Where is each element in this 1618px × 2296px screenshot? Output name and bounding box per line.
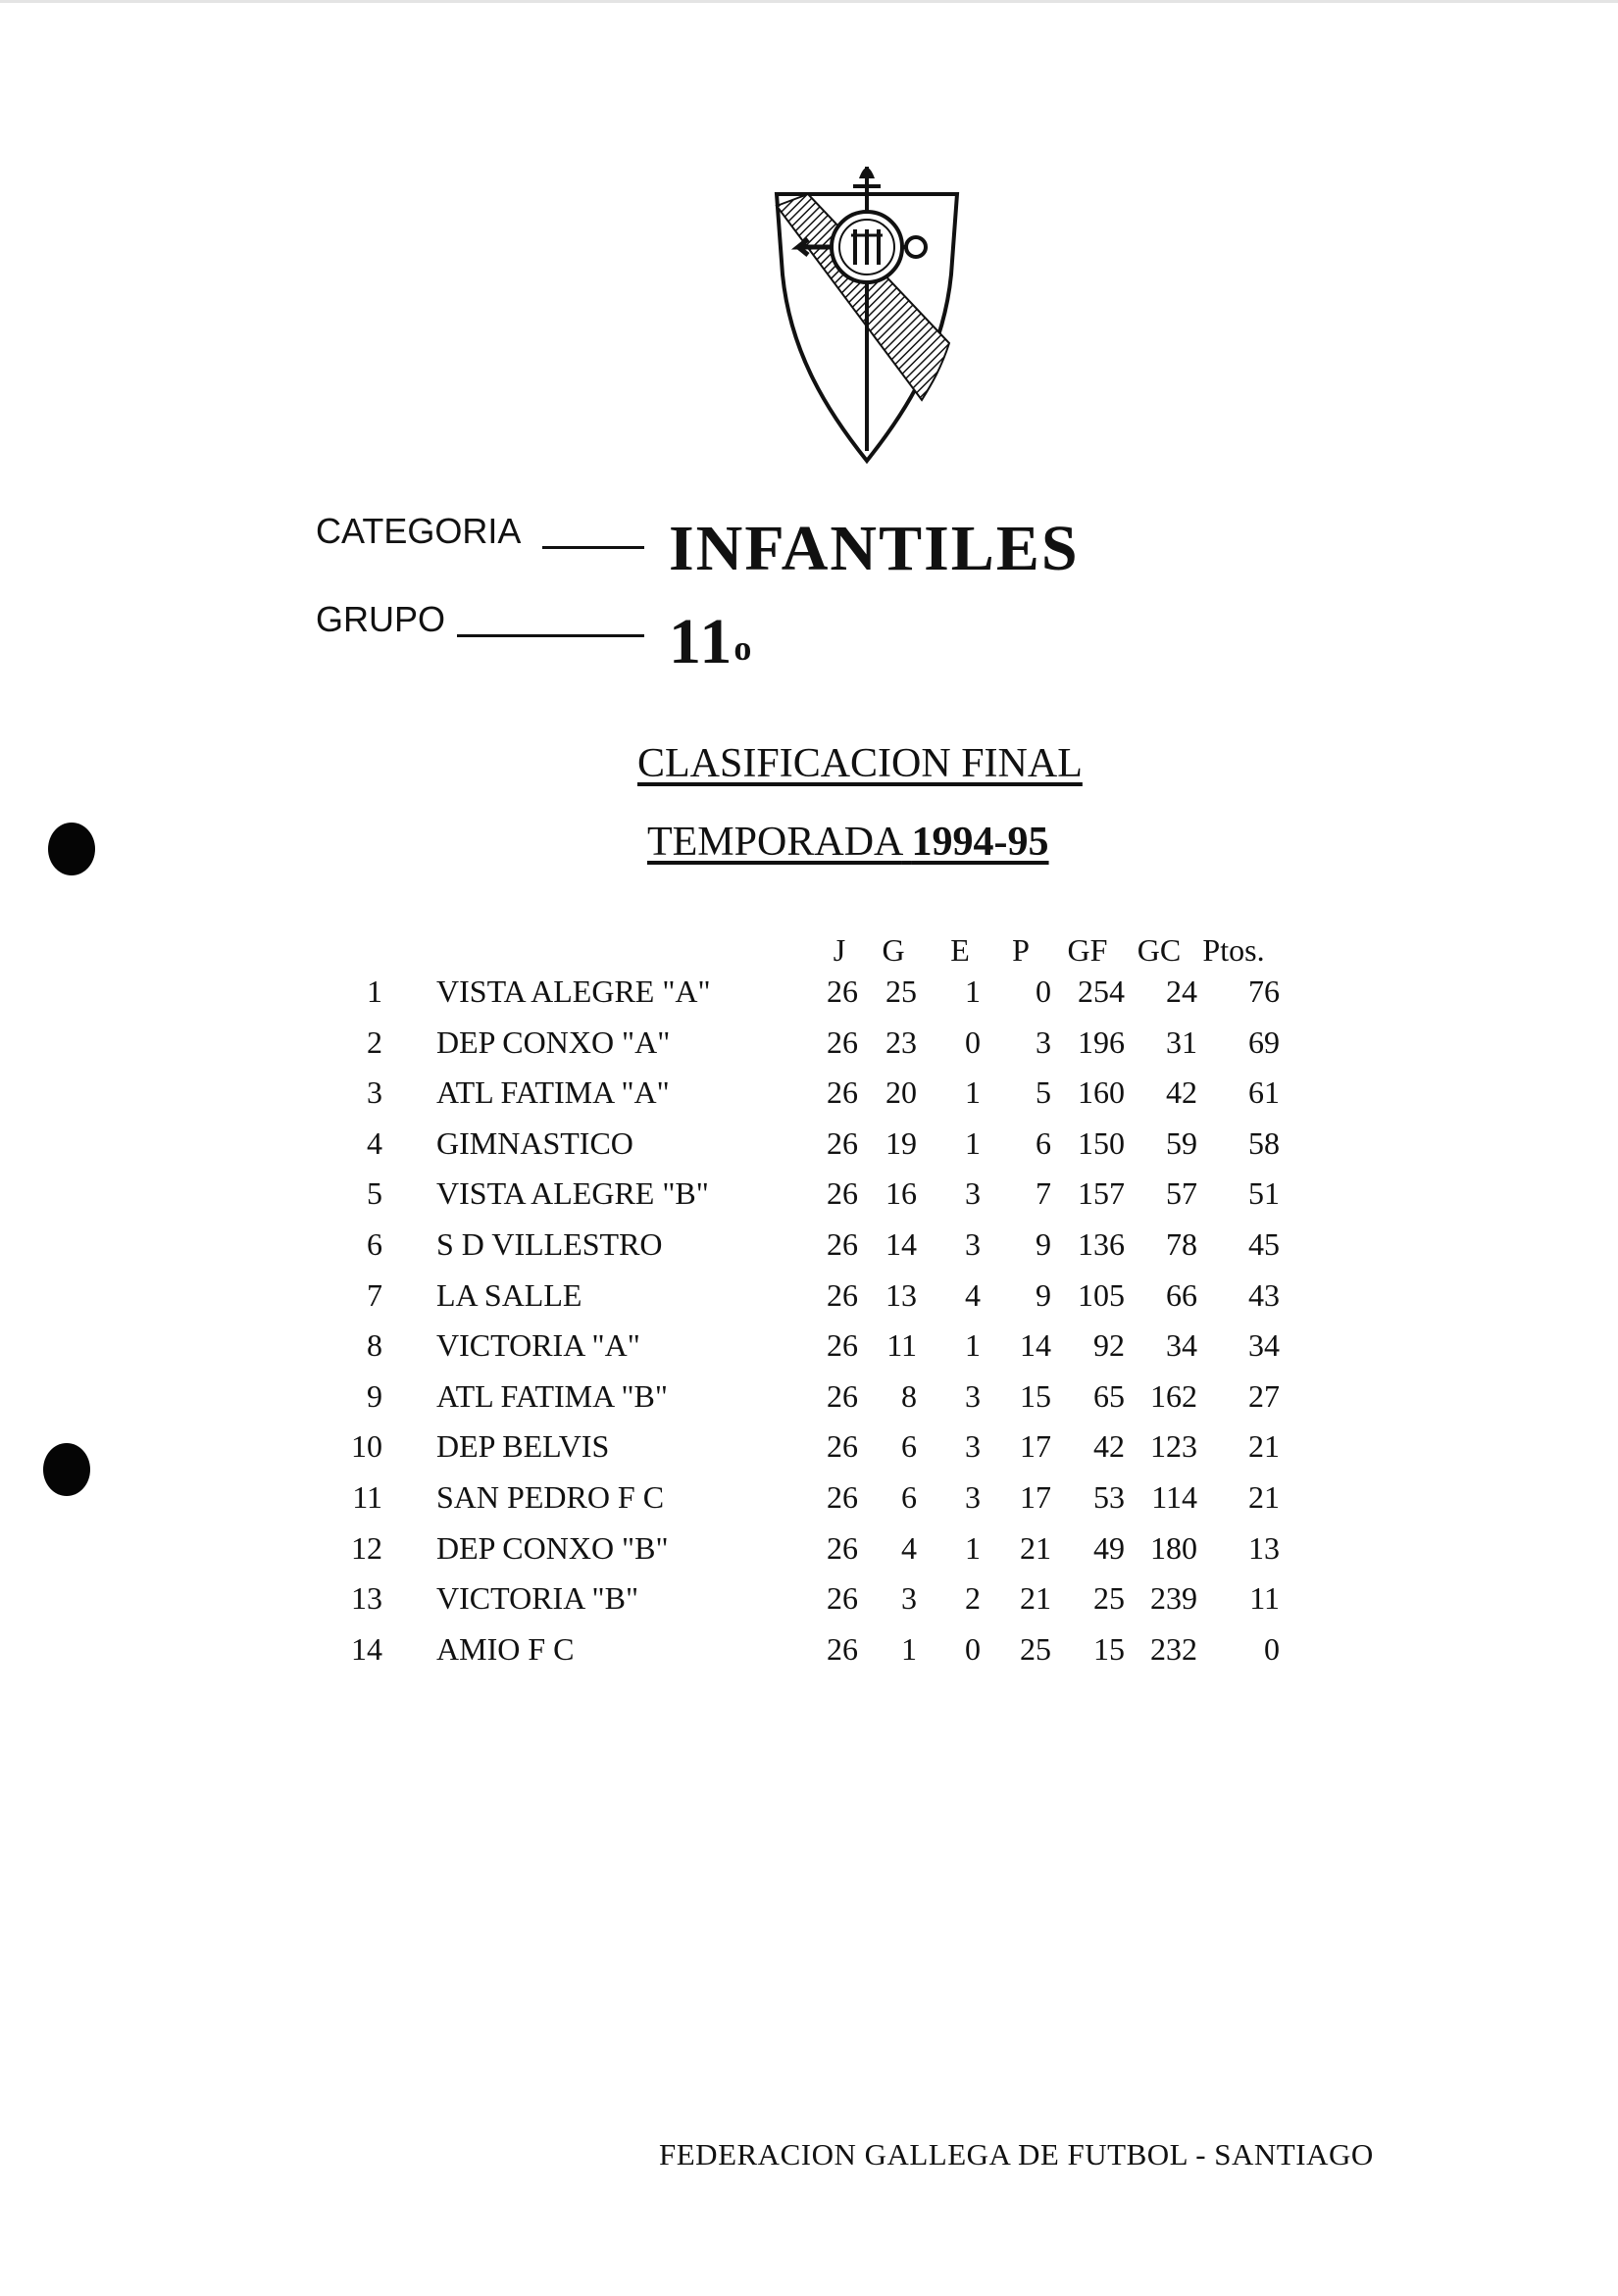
- punch-hole: [48, 823, 95, 875]
- title-season-year: 1994-95: [911, 820, 1049, 865]
- team-name-cell: DEP CONXO "A": [436, 1023, 671, 1060]
- gf-cell: 15: [1093, 1630, 1125, 1667]
- gc-cell: 162: [1150, 1377, 1197, 1414]
- pts-cell: 11: [1249, 1580, 1280, 1617]
- categoria-value: INFANTILES: [669, 513, 1080, 584]
- pts-cell: 13: [1248, 1529, 1280, 1566]
- j-cell: 26: [827, 1479, 858, 1515]
- g-cell: 13: [885, 1276, 917, 1313]
- p-cell: 7: [1036, 1175, 1051, 1212]
- column-header: J: [833, 932, 846, 968]
- position-cell: 6: [367, 1226, 382, 1262]
- p-cell: 5: [1036, 1074, 1051, 1111]
- gc-cell: 42: [1166, 1074, 1197, 1111]
- title-clasificacion: CLASIFICACION FINAL: [637, 741, 1083, 786]
- e-cell: 3: [965, 1226, 981, 1262]
- p-cell: 6: [1036, 1124, 1051, 1161]
- g-cell: 23: [885, 1023, 917, 1060]
- pts-cell: 0: [1264, 1630, 1280, 1667]
- title-temporada-label: TEMPORADA: [647, 820, 902, 865]
- g-cell: 6: [901, 1479, 917, 1515]
- team-name-cell: AMIO F C: [436, 1630, 575, 1667]
- pts-cell: 34: [1248, 1327, 1280, 1364]
- j-cell: 26: [827, 973, 858, 1009]
- column-header: Ptos.: [1202, 932, 1265, 968]
- j-cell: 26: [827, 1226, 858, 1262]
- g-cell: 1: [901, 1630, 917, 1667]
- j-cell: 26: [827, 1580, 858, 1617]
- gc-cell: 66: [1166, 1276, 1197, 1313]
- gf-cell: 92: [1093, 1327, 1125, 1364]
- gc-cell: 239: [1150, 1580, 1197, 1617]
- page-top-edge: [0, 0, 1618, 3]
- gc-cell: 59: [1166, 1124, 1197, 1161]
- gf-cell: 157: [1078, 1175, 1125, 1212]
- pts-cell: 21: [1248, 1479, 1280, 1515]
- grupo-underline: [457, 634, 644, 637]
- g-cell: 11: [886, 1327, 917, 1364]
- team-name-cell: VISTA ALEGRE "A": [436, 973, 711, 1009]
- gc-cell: 78: [1166, 1226, 1197, 1262]
- gc-cell: 57: [1166, 1175, 1197, 1212]
- gc-cell: 24: [1166, 973, 1197, 1009]
- p-cell: 3: [1036, 1023, 1051, 1060]
- gf-cell: 49: [1093, 1529, 1125, 1566]
- gf-cell: 254: [1078, 973, 1125, 1009]
- gf-cell: 196: [1078, 1023, 1125, 1060]
- p-cell: 17: [1020, 1479, 1051, 1515]
- g-cell: 6: [901, 1428, 917, 1465]
- e-cell: 1: [965, 1327, 981, 1364]
- punch-hole: [43, 1443, 90, 1496]
- title-temporada: [647, 819, 1049, 866]
- footer-federation: FEDERACION GALLEGA DE FUTBOL - SANTIAGO: [659, 2137, 1374, 2171]
- pts-cell: 51: [1248, 1175, 1280, 1212]
- team-name-cell: VISTA ALEGRE "B": [436, 1175, 709, 1212]
- grupo-ordinal: o: [733, 628, 754, 668]
- g-cell: 14: [885, 1226, 917, 1262]
- team-name-cell: DEP BELVIS: [436, 1428, 610, 1465]
- j-cell: 26: [827, 1327, 858, 1364]
- j-cell: 26: [827, 1377, 858, 1414]
- j-cell: 26: [827, 1630, 858, 1667]
- pts-cell: 61: [1248, 1074, 1280, 1111]
- e-cell: 3: [965, 1428, 981, 1465]
- g-cell: 16: [885, 1175, 917, 1212]
- e-cell: 1: [965, 1529, 981, 1566]
- g-cell: 3: [901, 1580, 917, 1617]
- e-cell: 4: [965, 1276, 981, 1313]
- gf-cell: 25: [1093, 1580, 1125, 1617]
- gf-cell: 150: [1078, 1124, 1125, 1161]
- categoria-underline: [542, 546, 644, 549]
- grupo-value: [669, 608, 753, 676]
- p-cell: 25: [1020, 1630, 1051, 1667]
- p-cell: 17: [1020, 1428, 1051, 1465]
- j-cell: 26: [827, 1428, 858, 1465]
- e-cell: 0: [965, 1023, 981, 1060]
- position-cell: 10: [351, 1428, 382, 1465]
- position-cell: 5: [367, 1175, 382, 1212]
- p-cell: 15: [1020, 1377, 1051, 1414]
- p-cell: 21: [1020, 1529, 1051, 1566]
- e-cell: 1: [965, 1124, 981, 1161]
- column-header: GC: [1137, 932, 1182, 968]
- j-cell: 26: [827, 1124, 858, 1161]
- position-cell: 13: [351, 1580, 382, 1617]
- p-cell: 14: [1020, 1327, 1051, 1364]
- e-cell: 1: [965, 973, 981, 1009]
- team-name-cell: VICTORIA "A": [436, 1327, 640, 1364]
- position-cell: 9: [367, 1377, 382, 1414]
- position-cell: 1: [367, 973, 382, 1009]
- g-cell: 8: [901, 1377, 917, 1414]
- pts-cell: 45: [1248, 1226, 1280, 1262]
- pts-cell: 58: [1248, 1124, 1280, 1161]
- gc-cell: 31: [1166, 1023, 1197, 1060]
- team-name-cell: LA SALLE: [436, 1276, 582, 1313]
- position-cell: 7: [367, 1276, 382, 1313]
- position-cell: 8: [367, 1327, 382, 1364]
- column-header: E: [950, 932, 970, 968]
- team-name-cell: VICTORIA "B": [436, 1580, 638, 1617]
- p-cell: 0: [1036, 973, 1051, 1009]
- e-cell: 1: [965, 1074, 981, 1111]
- gc-cell: 114: [1151, 1479, 1197, 1515]
- position-cell: 4: [367, 1124, 382, 1161]
- pts-cell: 43: [1248, 1276, 1280, 1313]
- column-header: GF: [1067, 932, 1108, 968]
- gc-cell: 34: [1166, 1327, 1197, 1364]
- gf-cell: 42: [1093, 1428, 1125, 1465]
- gf-cell: 105: [1078, 1276, 1125, 1313]
- p-cell: 9: [1036, 1226, 1051, 1262]
- team-name-cell: DEP CONXO "B": [436, 1529, 669, 1566]
- grupo-number: 11: [669, 606, 734, 677]
- gf-cell: 53: [1093, 1479, 1125, 1515]
- pts-cell: 21: [1248, 1428, 1280, 1465]
- team-name-cell: S D VILLESTRO: [436, 1226, 663, 1262]
- pts-cell: 76: [1248, 973, 1280, 1009]
- gc-cell: 180: [1150, 1529, 1197, 1566]
- e-cell: 0: [965, 1630, 981, 1667]
- grupo-label: GRUPO: [316, 599, 446, 639]
- categoria-label: CATEGORIA: [316, 511, 522, 551]
- e-cell: 2: [965, 1580, 981, 1617]
- e-cell: 3: [965, 1175, 981, 1212]
- p-cell: 9: [1036, 1276, 1051, 1313]
- team-name-cell: GIMNASTICO: [436, 1124, 633, 1161]
- pts-cell: 27: [1248, 1377, 1280, 1414]
- g-cell: 20: [885, 1074, 917, 1111]
- g-cell: 4: [901, 1529, 917, 1566]
- gc-cell: 123: [1150, 1428, 1197, 1465]
- team-name-cell: ATL FATIMA "B": [436, 1377, 668, 1414]
- j-cell: 26: [827, 1529, 858, 1566]
- gf-cell: 136: [1078, 1226, 1125, 1262]
- gf-cell: 160: [1078, 1074, 1125, 1111]
- position-cell: 14: [351, 1630, 382, 1667]
- position-cell: 3: [367, 1074, 382, 1111]
- gc-cell: 232: [1150, 1630, 1197, 1667]
- g-cell: 19: [885, 1124, 917, 1161]
- column-header: P: [1012, 932, 1030, 968]
- p-cell: 21: [1020, 1580, 1051, 1617]
- j-cell: 26: [827, 1074, 858, 1111]
- position-cell: 11: [352, 1479, 382, 1515]
- g-cell: 25: [885, 973, 917, 1009]
- e-cell: 3: [965, 1479, 981, 1515]
- pts-cell: 69: [1248, 1023, 1280, 1060]
- e-cell: 3: [965, 1377, 981, 1414]
- position-cell: 2: [367, 1023, 382, 1060]
- j-cell: 26: [827, 1175, 858, 1212]
- position-cell: 12: [351, 1529, 382, 1566]
- team-name-cell: ATL FATIMA "A": [436, 1074, 670, 1111]
- gf-cell: 65: [1093, 1377, 1125, 1414]
- j-cell: 26: [827, 1276, 858, 1313]
- team-name-cell: SAN PEDRO F C: [436, 1479, 665, 1515]
- column-header: G: [882, 932, 905, 968]
- j-cell: 26: [827, 1023, 858, 1060]
- federation-crest-logo: [769, 157, 965, 471]
